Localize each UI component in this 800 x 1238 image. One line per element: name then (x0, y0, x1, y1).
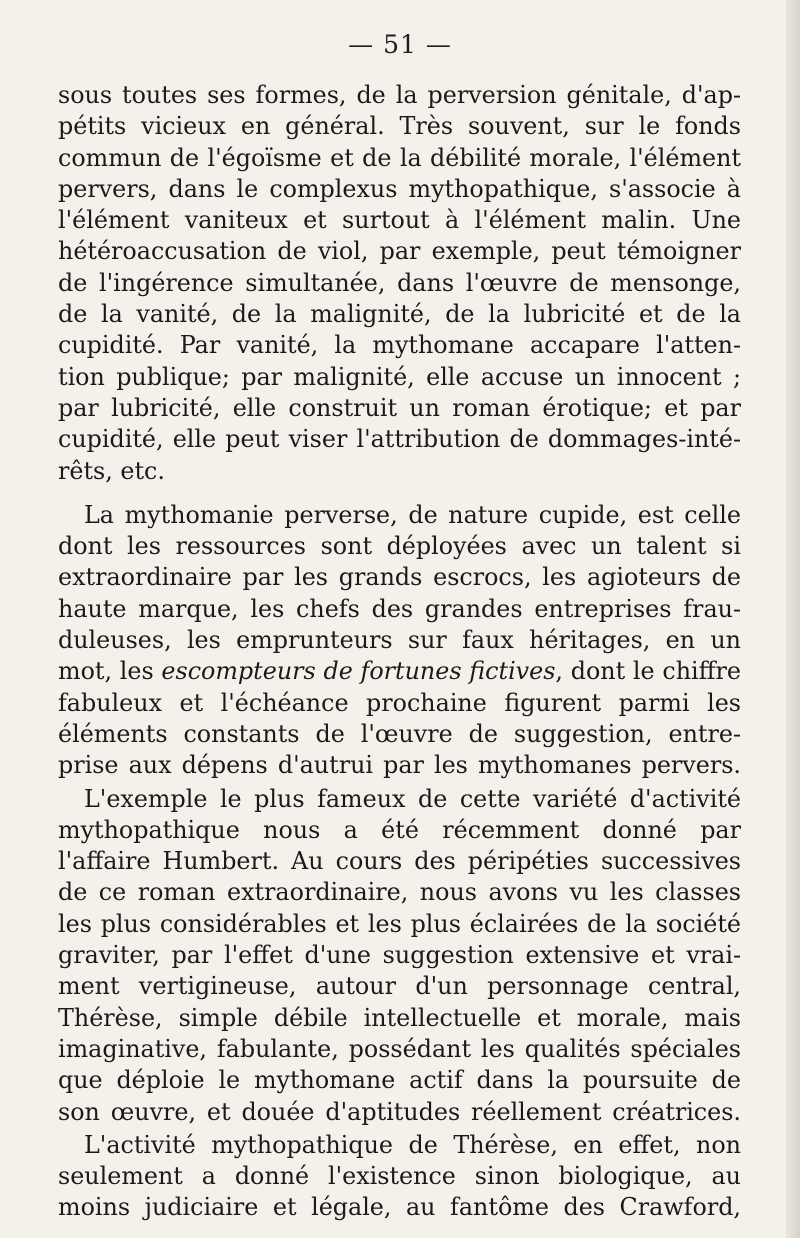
text-line: les plus considérables et les plus éclairées de la société (58, 909, 741, 938)
paragraph-spacer (58, 487, 741, 500)
text-line: son œuvre, et douée d'aptitudes réellement créatrices. (58, 1097, 741, 1126)
text-line: de l'ingérence simultanée, dans l'œuvre de mensonge, (58, 268, 741, 297)
text-line: fabuleux et l'échéance prochaine figurent parmi les (58, 688, 741, 717)
text-line: de la vanité, de la malignité, de la lubricité et de la (58, 300, 741, 329)
text-line: prise aux dépens d'autrui par les mythomanes pervers. (58, 751, 741, 780)
text-line: par lubricité, elle construit un roman érotique; et par (58, 393, 741, 422)
text-line: duleuses, les emprunteurs sur faux héritages, en un (58, 626, 741, 655)
text-line: l'affaire Humbert. Au cours des péripéties successives (58, 847, 741, 876)
text-line: cupidité, elle peut viser l'attribution de dommages-inté- (58, 425, 741, 454)
text-line: éléments constants de l'œuvre de suggestion, entre- (58, 719, 741, 748)
text-line: mythopathique nous a été récemment donné par (58, 815, 741, 844)
text-line: imaginative, fabulante, possédant les qualités spéciales (58, 1034, 741, 1063)
text-line: dont les ressources sont déployées avec un talent si (58, 532, 741, 561)
text-line: seulement a donné l'existence sinon biologique, au (58, 1162, 741, 1191)
text-line: l'élément vaniteux et surtout à l'élément malin. Une (58, 206, 741, 235)
text-line: de ce roman extraordinaire, nous avons vu les classes (58, 878, 741, 907)
text-segment: , dont le chiffre (555, 657, 741, 686)
text-line: Thérèse, simple débile intellectuelle et morale, mais (58, 1003, 741, 1032)
text-line: graviter, par l'effet d'une suggestion extensive et vrai- (58, 941, 741, 970)
text-line: L'exemple le plus fameux de cette variété d'activité (84, 784, 741, 813)
text-line: cupidité. Par vanité, la mythomane accapare l'atten- (58, 331, 741, 360)
body-text (58, 80, 741, 1224)
text-line: pétits vicieux en général. Très souvent, sur le fonds (58, 112, 741, 141)
text-line: commun de l'égoïsme et de la débilité morale, l'élément (58, 143, 741, 172)
paragraph-4 (58, 1130, 741, 1224)
text-line: rêts, etc. (58, 456, 165, 485)
text-line: moins judiciaire et légale, au fantôme des Crawford, (58, 1193, 741, 1222)
text-line: ment vertigineuse, autour d'un personnage central, (58, 972, 741, 1001)
paragraph-2 (58, 500, 741, 782)
text-line: haute marque, les chefs des grandes entreprises frau- (58, 594, 741, 623)
text-line: extraordinaire par les grands escrocs, les agioteurs de (58, 563, 741, 592)
paragraph-3 (58, 784, 741, 1128)
italic-phrase: escompteurs de fortunes fictives (161, 657, 556, 686)
text-line: pervers, dans le complexus mythopathique, s'associe à (58, 174, 741, 203)
text-line: sous toutes ses formes, de la perversion génitale, d'ap- (58, 81, 741, 109)
page-number: — 51 — (348, 30, 452, 59)
page-edge (786, 0, 800, 1238)
text-line-with-italic (58, 656, 741, 687)
text-line: tion publique; par malignité, elle accuse un innocent ; (58, 362, 741, 391)
text-segment: mot, les (58, 657, 162, 686)
text-line: que déploie le mythomane actif dans la poursuite de (58, 1066, 741, 1095)
text-line: hétéroaccusation de viol, par exemple, peut témoigner (58, 237, 741, 266)
text-line: La mythomanie perverse, de nature cupide, est celle (84, 500, 741, 529)
paragraph-1 (58, 80, 741, 487)
text-line: L'activité mythopathique de Thérèse, en effet, non (84, 1130, 741, 1159)
